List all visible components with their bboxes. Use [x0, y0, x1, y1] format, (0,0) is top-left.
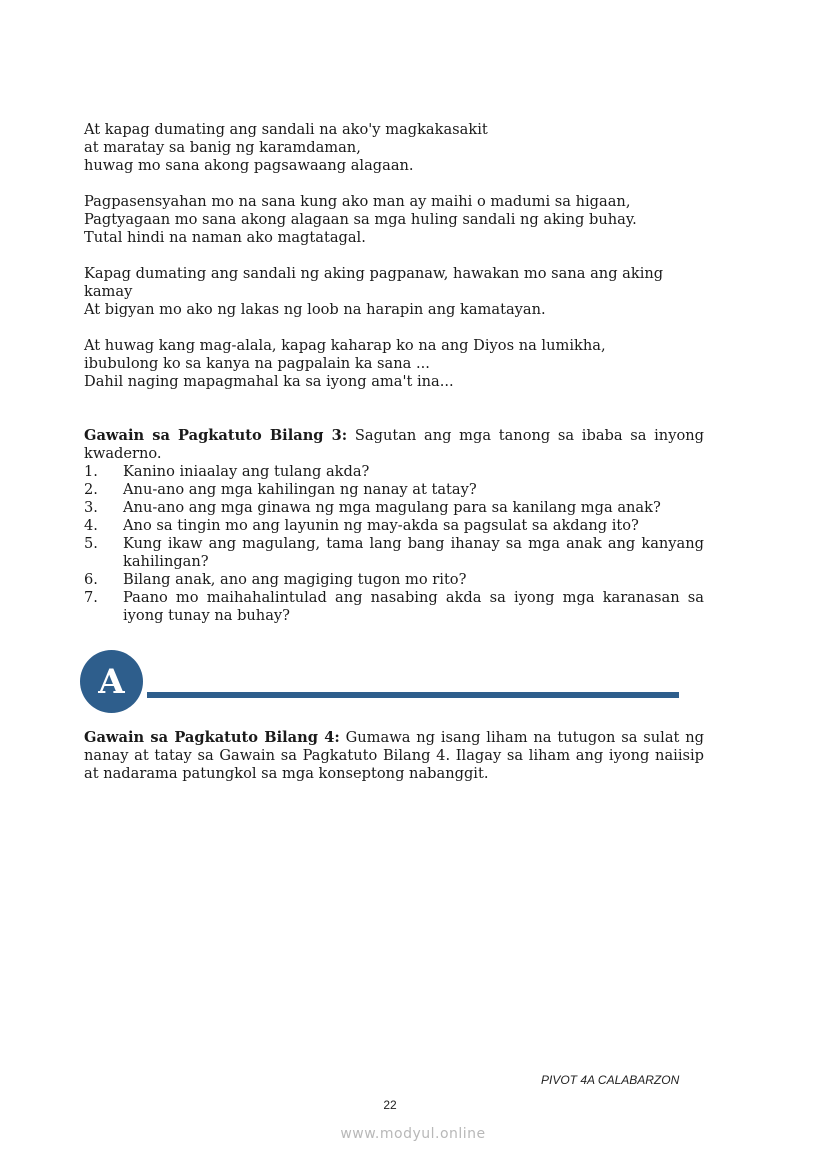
- poem-line: Pagpasensyahan mo na sana kung ako man ay maihi o madumi sa higaan,: [84, 193, 631, 210]
- question-list: [84, 463, 704, 625]
- activity-3-intro: [84, 427, 704, 463]
- poem-stanza: [84, 337, 714, 391]
- section-badge-icon: A: [80, 650, 143, 713]
- question-text: Paano mo maihahalintulad ang nasabing akda sa iyong mga karanasan sa iyong tunay na buhay?: [123, 589, 704, 624]
- activity-3: [84, 427, 704, 625]
- activity-3-instruction: Sagutan ang mga tanong sa ibaba sa inyong kwaderno.: [84, 427, 704, 462]
- question-text: Anu-ano ang mga ginawa ng mga magulang para sa kanilang mga anak?: [123, 499, 661, 516]
- activity-4-title: Gawain sa Pagkatuto Bilang 4:: [84, 729, 340, 746]
- poem-line: Dahil naging mapagmahal ka sa iyong ama't ina...: [84, 373, 454, 390]
- activity-4: [84, 729, 704, 783]
- poem-line: ibubulong ko sa kanya na pagpalain ka sana ...: [84, 355, 430, 372]
- question-number: 5.: [84, 535, 98, 552]
- watermark: www.modyul.online: [340, 1126, 486, 1142]
- question-text: Bilang anak, ano ang magiging tugon mo rito?: [123, 571, 467, 588]
- section-divider: [147, 692, 679, 698]
- poem: [84, 121, 714, 409]
- question-number: 6.: [84, 571, 98, 588]
- question-item: [84, 463, 704, 481]
- question-item: [84, 589, 704, 625]
- poem-stanza: [84, 121, 714, 175]
- question-item: [84, 535, 704, 571]
- question-text: Anu-ano ang mga kahilingan ng nanay at tatay?: [123, 481, 477, 498]
- activity-4-instruction: Gumawa ng isang liham na tutugon sa sulat ng nanay at tatay sa Gawain sa Pagkatuto Bilang 4. Ilagay sa liham ang iyong naiisip at nadarama patungkol sa mga konseptong nabanggit.: [84, 729, 704, 782]
- poem-line: At bigyan mo ako ng lakas ng loob na harapin ang kamatayan.: [84, 301, 546, 318]
- activity-3-title: Gawain sa Pagkatuto Bilang 3:: [84, 427, 348, 444]
- question-text: Kung ikaw ang magulang, tama lang bang ihanay sa mga anak ang kanyang kahilingan?: [123, 535, 704, 570]
- poem-line: huwag mo sana akong pagsawaang alagaan.: [84, 157, 414, 174]
- question-item: [84, 571, 704, 589]
- question-number: 7.: [84, 589, 98, 606]
- question-item: [84, 499, 704, 517]
- question-item: [84, 481, 704, 499]
- poem-line: At huwag kang mag-alala, kapag kaharap ko na ang Diyos na lumikha,: [84, 337, 606, 354]
- question-text: Ano sa tingin mo ang layunin ng may-akda sa pagsulat sa akdang ito?: [123, 517, 639, 534]
- question-number: 3.: [84, 499, 98, 516]
- question-number: 1.: [84, 463, 98, 480]
- poem-line: at maratay sa banig ng karamdaman,: [84, 139, 361, 156]
- poem-stanza: [84, 193, 714, 247]
- question-item: [84, 517, 704, 535]
- question-number: 4.: [84, 517, 98, 534]
- page-number: 22: [383, 1098, 397, 1112]
- activity-4-intro: [84, 729, 704, 783]
- poem-line: Pagtyagaan mo sana akong alagaan sa mga huling sandali ng aking buhay.: [84, 211, 637, 228]
- poem-line: Kapag dumating ang sandali ng aking pagpanaw, hawakan mo sana ang aking kamay: [84, 265, 664, 300]
- poem-line: At kapag dumating ang sandali na ako'y magkakasakit: [84, 121, 488, 138]
- footer-brand: PIVOT 4A CALABARZON: [541, 1073, 680, 1087]
- poem-stanza: [84, 265, 714, 319]
- question-text: Kanino iniaalay ang tulang akda?: [123, 463, 370, 480]
- question-number: 2.: [84, 481, 98, 498]
- poem-line: Tutal hindi na naman ako magtatagal.: [84, 229, 366, 246]
